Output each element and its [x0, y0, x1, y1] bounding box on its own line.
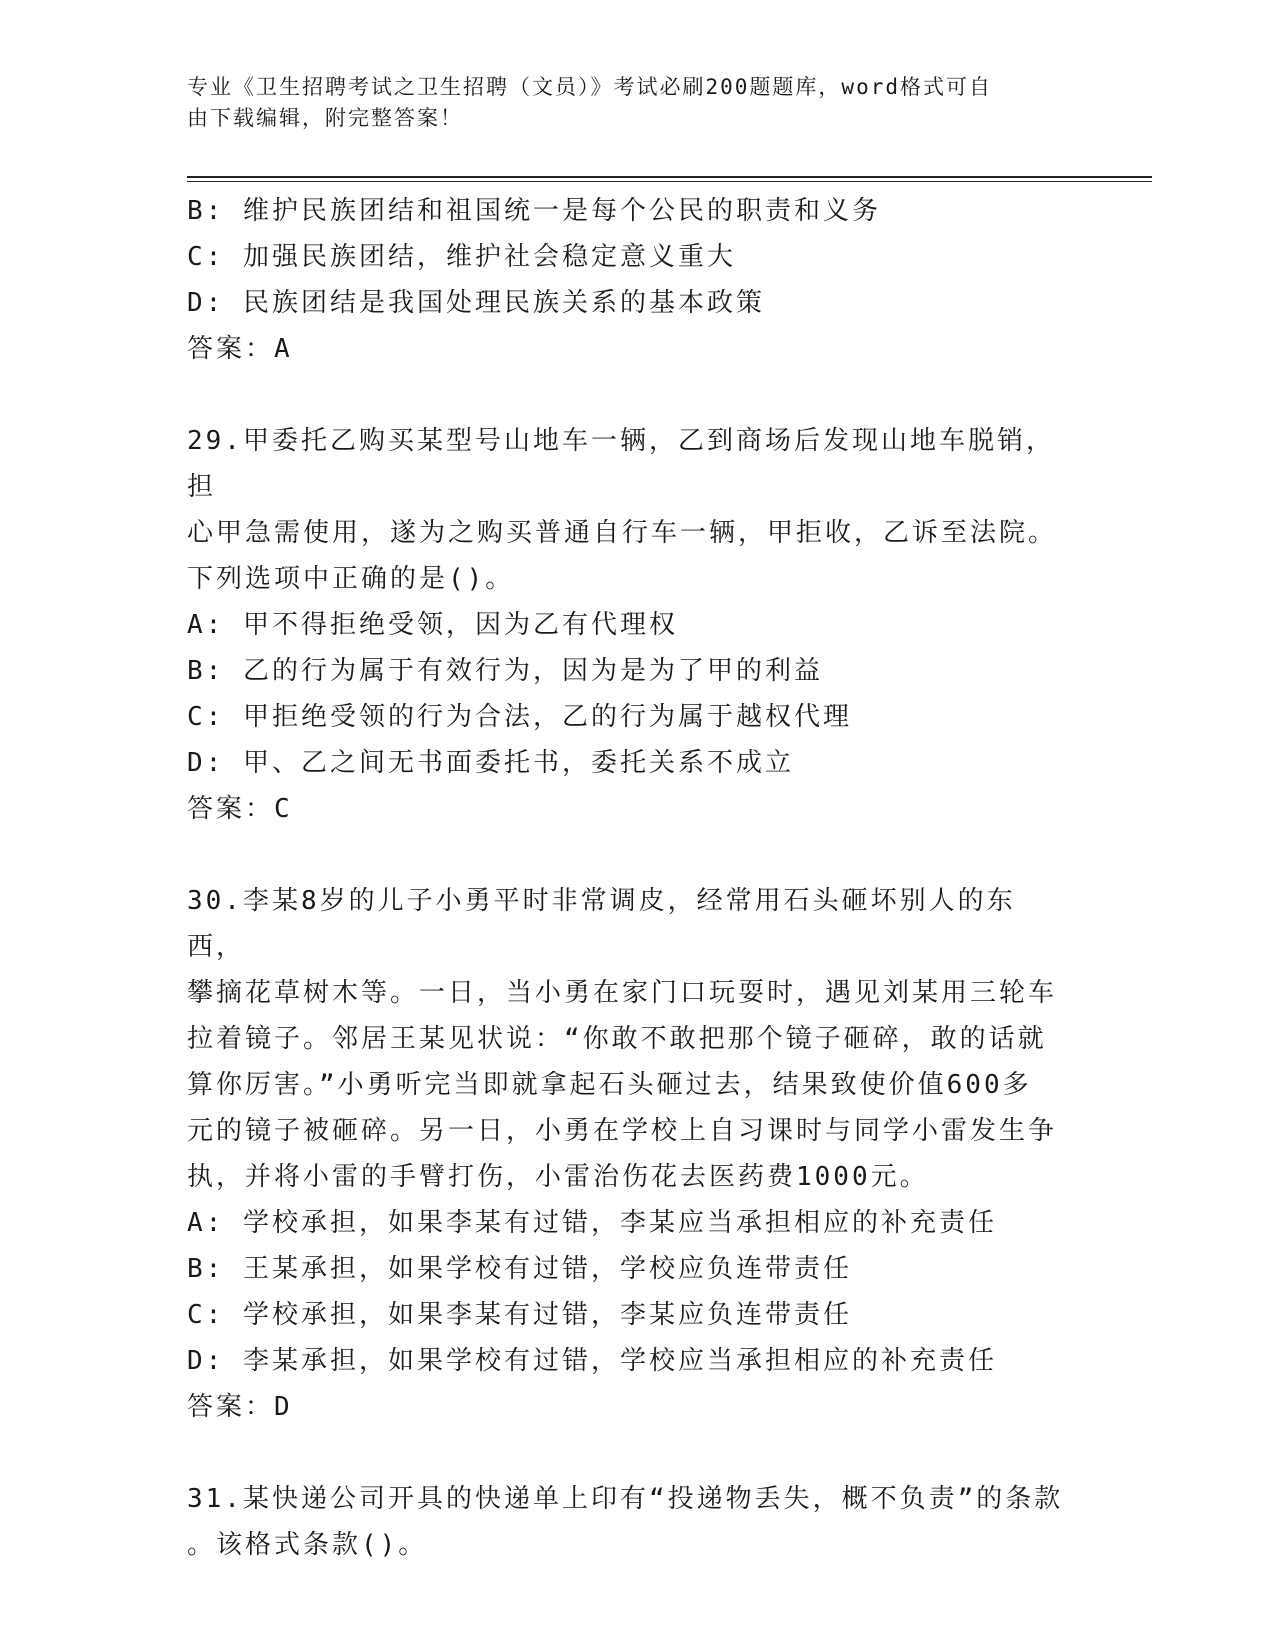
answer-line: 答案：D	[187, 1392, 293, 1422]
spacer	[187, 372, 1067, 418]
header-rule-thin	[187, 181, 1152, 182]
option-d: D: 甲、乙之间无书面委托书，委托关系不成立	[187, 748, 794, 778]
option-b: B: 维护民族团结和祖国统一是每个公民的职责和义务	[187, 196, 881, 226]
document-content	[187, 188, 1067, 1568]
question-text-line: 。该格式条款()。	[187, 1530, 428, 1560]
header-rule-thick	[187, 176, 1152, 178]
question-text-line: 拉着镜子。邻居王某见状说：“你敢不敢把那个镜子砸碎，敢的话就	[187, 1024, 1047, 1054]
question-31	[187, 1476, 1067, 1568]
question-30	[187, 878, 1067, 1430]
question-text-line: 心甲急需使用，遂为之购买普通自行车一辆，甲拒收，乙诉至法院。	[187, 518, 1058, 548]
question-text-line: 执，并将小雷的手臂打伤，小雷治伤花去医药费1000元。	[187, 1162, 929, 1192]
option-d: D: 民族团结是我国处理民族关系的基本政策	[187, 288, 765, 318]
option-b: B: 王某承担，如果学校有过错，学校应负连带责任	[187, 1254, 852, 1284]
question-29	[187, 418, 1067, 832]
header-line: 专业《卫生招聘考试之卫生招聘（文员）》考试必刷200题题库，word格式可自	[187, 75, 992, 99]
question-text-line: 29.甲委托乙购买某型号山地车一辆，乙到商场后发现山地车脱销，担	[187, 426, 1055, 502]
question-text-line: 算你厉害。”小勇听完当即就拿起石头砸过去，结果致使价值600多	[187, 1070, 1032, 1100]
option-d: D: 李某承担，如果学校有过错，学校应当承担相应的补充责任	[187, 1346, 997, 1376]
answer-line: 答案：C	[187, 794, 293, 824]
question-text-line: 31.某快递公司开具的快递单上印有“投递物丢失，概不负责”的条款	[187, 1484, 1064, 1514]
header-line: 由下载编辑，附完整答案！	[187, 106, 463, 130]
spacer	[187, 832, 1067, 878]
option-b: B: 乙的行为属于有效行为，因为是为了甲的利益	[187, 656, 823, 686]
question-text-line: 攀摘花草树木等。一日，当小勇在家门口玩耍时，遇见刘某用三轮车	[187, 978, 1058, 1008]
option-a: A: 学校承担，如果李某有过错，李某应当承担相应的补充责任	[187, 1208, 997, 1238]
question-text-line: 30.李某8岁的儿子小勇平时非常调皮，经常用石头砸坏别人的东西，	[187, 886, 1016, 962]
option-c: C: 加强民族团结，维护社会稳定意义重大	[187, 242, 736, 272]
question-text-line: 元的镜子被砸碎。另一日，小勇在学校上自习课时与同学小雷发生争	[187, 1116, 1058, 1146]
option-a: A: 甲不得拒绝受领，因为乙有代理权	[187, 610, 678, 640]
answer-line: 答案：A	[187, 334, 293, 364]
document-header	[187, 72, 1087, 134]
question-text-line: 下列选项中正确的是()。	[187, 564, 515, 594]
option-c: C: 学校承担，如果李某有过错，李某应负连带责任	[187, 1300, 852, 1330]
option-c: C: 甲拒绝受领的行为合法，乙的行为属于越权代理	[187, 702, 852, 732]
question-28-tail	[187, 188, 1067, 372]
spacer	[187, 1430, 1067, 1476]
